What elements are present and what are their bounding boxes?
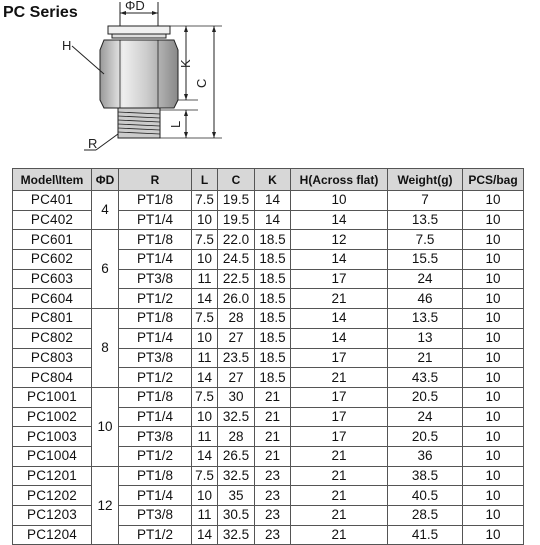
table-cell: PT1/2 [119, 446, 192, 466]
table-cell: 11 [192, 348, 218, 368]
table-cell: 24 [388, 269, 463, 289]
table-row [13, 466, 524, 486]
column-header: PCS/bag [463, 169, 524, 191]
column-header: K [255, 169, 291, 191]
table-cell: 38.5 [388, 466, 463, 486]
table-cell: 14 [192, 368, 218, 388]
table-cell: 13.5 [388, 309, 463, 329]
column-header: ΦD [92, 169, 119, 191]
table-cell: 10 [463, 525, 524, 545]
table-cell: 32.5 [218, 407, 255, 427]
table-cell: 19.5 [218, 210, 255, 230]
table-cell: 28 [218, 427, 255, 447]
table-cell: 14 [291, 210, 388, 230]
table-cell: 17 [291, 407, 388, 427]
table-row [13, 525, 524, 545]
table-cell: 24.5 [218, 250, 255, 270]
table-cell: 7.5 [192, 309, 218, 329]
table-cell: PC1201 [13, 466, 92, 486]
table-cell: 21 [291, 506, 388, 526]
table-cell: PC601 [13, 230, 92, 250]
table-cell: 10 [463, 289, 524, 309]
table-cell: 27 [218, 368, 255, 388]
r-label: R [88, 136, 98, 151]
table-row [13, 368, 524, 388]
table-cell: 32.5 [218, 525, 255, 545]
table-cell: PT3/8 [119, 269, 192, 289]
table-cell: 10 [463, 348, 524, 368]
table-cell: 32.5 [218, 466, 255, 486]
table-cell: 43.5 [388, 368, 463, 388]
table-cell: 23.5 [218, 348, 255, 368]
table-cell: PT1/2 [119, 368, 192, 388]
table-cell: 14 [192, 446, 218, 466]
table-cell: 35 [218, 486, 255, 506]
table-cell: PT1/4 [119, 250, 192, 270]
table-cell: PT1/8 [119, 387, 192, 407]
table-cell: PC1203 [13, 506, 92, 526]
table-cell: 20.5 [388, 427, 463, 447]
column-header: C [218, 169, 255, 191]
table-cell: 14 [192, 289, 218, 309]
table-header-row [13, 169, 524, 191]
table-row [13, 407, 524, 427]
table-cell: 10 [463, 446, 524, 466]
table-cell: 27 [218, 328, 255, 348]
k-label: K [178, 59, 193, 68]
table-cell: PT1/4 [119, 486, 192, 506]
table-cell: 7.5 [192, 387, 218, 407]
table-cell: 7.5 [192, 466, 218, 486]
table-cell: 10 [463, 427, 524, 447]
table-cell: PC603 [13, 269, 92, 289]
table-cell: 21 [255, 407, 291, 427]
table-cell: 10 [192, 250, 218, 270]
table-cell: 10 [463, 486, 524, 506]
table-cell: 22.5 [218, 269, 255, 289]
table-cell: PC604 [13, 289, 92, 309]
table-cell: 21 [291, 486, 388, 506]
table-cell: 18.5 [255, 289, 291, 309]
column-header: Weight(g) [388, 169, 463, 191]
table-cell: 12 [291, 230, 388, 250]
phi-d-cell: 10 [92, 387, 119, 466]
column-header: R [119, 169, 192, 191]
table-row [13, 506, 524, 526]
table-cell: 18.5 [255, 309, 291, 329]
table-cell: 10 [291, 191, 388, 211]
table-cell: 14 [255, 191, 291, 211]
table-cell: 10 [463, 506, 524, 526]
table-cell: 17 [291, 269, 388, 289]
table-cell: 28.5 [388, 506, 463, 526]
table-cell: 10 [463, 309, 524, 329]
table-cell: 14 [291, 309, 388, 329]
table-cell: 10 [463, 328, 524, 348]
table-cell: PC1204 [13, 525, 92, 545]
table-row [13, 230, 524, 250]
table-cell: 14 [192, 525, 218, 545]
table-cell: 10 [463, 387, 524, 407]
table-cell: 13.5 [388, 210, 463, 230]
table-cell: 11 [192, 269, 218, 289]
table-cell: 17 [291, 427, 388, 447]
table-cell: 10 [463, 407, 524, 427]
table-row [13, 446, 524, 466]
table-cell: 19.5 [218, 191, 255, 211]
table-cell: PT1/4 [119, 407, 192, 427]
table-cell: 14 [255, 210, 291, 230]
table-cell: 10 [463, 191, 524, 211]
l-label: L [168, 120, 183, 128]
table-cell: 18.5 [255, 328, 291, 348]
table-row [13, 348, 524, 368]
table-cell: 23 [255, 525, 291, 545]
table-cell: PC402 [13, 210, 92, 230]
table-cell: PC1202 [13, 486, 92, 506]
table-cell: 10 [463, 368, 524, 388]
table-cell: 18.5 [255, 230, 291, 250]
table-cell: 23 [255, 506, 291, 526]
table-cell: 7 [388, 191, 463, 211]
page-title: PC Series [3, 4, 78, 21]
table-cell: 11 [192, 427, 218, 447]
table-cell: PC401 [13, 191, 92, 211]
table-cell: 26.0 [218, 289, 255, 309]
spec-table [12, 168, 524, 545]
table-cell: 28 [218, 309, 255, 329]
table-cell: 13 [388, 328, 463, 348]
table-cell: 26.5 [218, 446, 255, 466]
table-row [13, 387, 524, 407]
table-cell: PT3/8 [119, 506, 192, 526]
table-cell: 23 [255, 466, 291, 486]
table-cell: 18.5 [255, 269, 291, 289]
table-cell: PC602 [13, 250, 92, 270]
table-cell: 21 [291, 368, 388, 388]
table-cell: 7.5 [388, 230, 463, 250]
column-header: H(Across flat) [291, 169, 388, 191]
table-cell: PC1001 [13, 387, 92, 407]
table-cell: 10 [192, 210, 218, 230]
table-cell: 10 [192, 486, 218, 506]
table-cell: 21 [255, 427, 291, 447]
phi-d-cell: 12 [92, 466, 119, 545]
phi-d-cell: 4 [92, 191, 119, 230]
c-label: C [194, 78, 209, 88]
table-cell: 36 [388, 446, 463, 466]
table-cell: 10 [463, 230, 524, 250]
fitting-drawing [0, 0, 540, 165]
phi-d-cell: 8 [92, 309, 119, 388]
table-cell: 21 [388, 348, 463, 368]
column-header: L [192, 169, 218, 191]
table-cell: 41.5 [388, 525, 463, 545]
column-header: Model\Item [13, 169, 92, 191]
table-row [13, 486, 524, 506]
table-cell: 10 [463, 250, 524, 270]
table-cell: 7.5 [192, 191, 218, 211]
table-cell: 14 [291, 250, 388, 270]
table-cell: PC1004 [13, 446, 92, 466]
table-cell: 10 [463, 269, 524, 289]
table-cell: 30.5 [218, 506, 255, 526]
table-row [13, 210, 524, 230]
table-cell: PT1/4 [119, 210, 192, 230]
table-cell: PC1002 [13, 407, 92, 427]
table-cell: 18.5 [255, 250, 291, 270]
table-cell: 21 [291, 289, 388, 309]
table-cell: 10 [192, 407, 218, 427]
table-cell: 10 [463, 466, 524, 486]
table-cell: 22.0 [218, 230, 255, 250]
table-cell: 18.5 [255, 348, 291, 368]
table-cell: PC1003 [13, 427, 92, 447]
table-cell: 10 [463, 210, 524, 230]
table-row [13, 289, 524, 309]
table-cell: 18.5 [255, 368, 291, 388]
table-cell: 11 [192, 506, 218, 526]
table-cell: 46 [388, 289, 463, 309]
table-cell: 23 [255, 486, 291, 506]
table-cell: 10 [192, 328, 218, 348]
table-cell: 17 [291, 387, 388, 407]
table-cell: 21 [291, 446, 388, 466]
h-label: H [62, 38, 72, 53]
table-cell: PT1/8 [119, 230, 192, 250]
table-cell: PT3/8 [119, 348, 192, 368]
table-cell: PT1/2 [119, 525, 192, 545]
table-cell: PC802 [13, 328, 92, 348]
table-cell: 14 [291, 328, 388, 348]
table-row [13, 269, 524, 289]
table-row [13, 427, 524, 447]
table-row [13, 191, 524, 211]
table-cell: 20.5 [388, 387, 463, 407]
table-cell: PC804 [13, 368, 92, 388]
table-cell: 24 [388, 407, 463, 427]
table-cell: 40.5 [388, 486, 463, 506]
table-cell: PT1/2 [119, 289, 192, 309]
table-cell: 21 [291, 466, 388, 486]
table-cell: PT1/8 [119, 466, 192, 486]
table-cell: 17 [291, 348, 388, 368]
table-cell: PT1/8 [119, 191, 192, 211]
table-cell: PT1/4 [119, 328, 192, 348]
table-cell: 30 [218, 387, 255, 407]
phi-d-cell: 6 [92, 230, 119, 309]
phi-d-label: ΦD [125, 0, 145, 13]
table-cell: PT3/8 [119, 427, 192, 447]
table-row [13, 250, 524, 270]
table-cell: PC803 [13, 348, 92, 368]
table-cell: 21 [255, 446, 291, 466]
table-cell: 7.5 [192, 230, 218, 250]
table-cell: PC801 [13, 309, 92, 329]
table-row [13, 328, 524, 348]
table-cell: 21 [255, 387, 291, 407]
table-row [13, 309, 524, 329]
table-cell: 15.5 [388, 250, 463, 270]
table-cell: PT1/8 [119, 309, 192, 329]
table-cell: 21 [291, 525, 388, 545]
